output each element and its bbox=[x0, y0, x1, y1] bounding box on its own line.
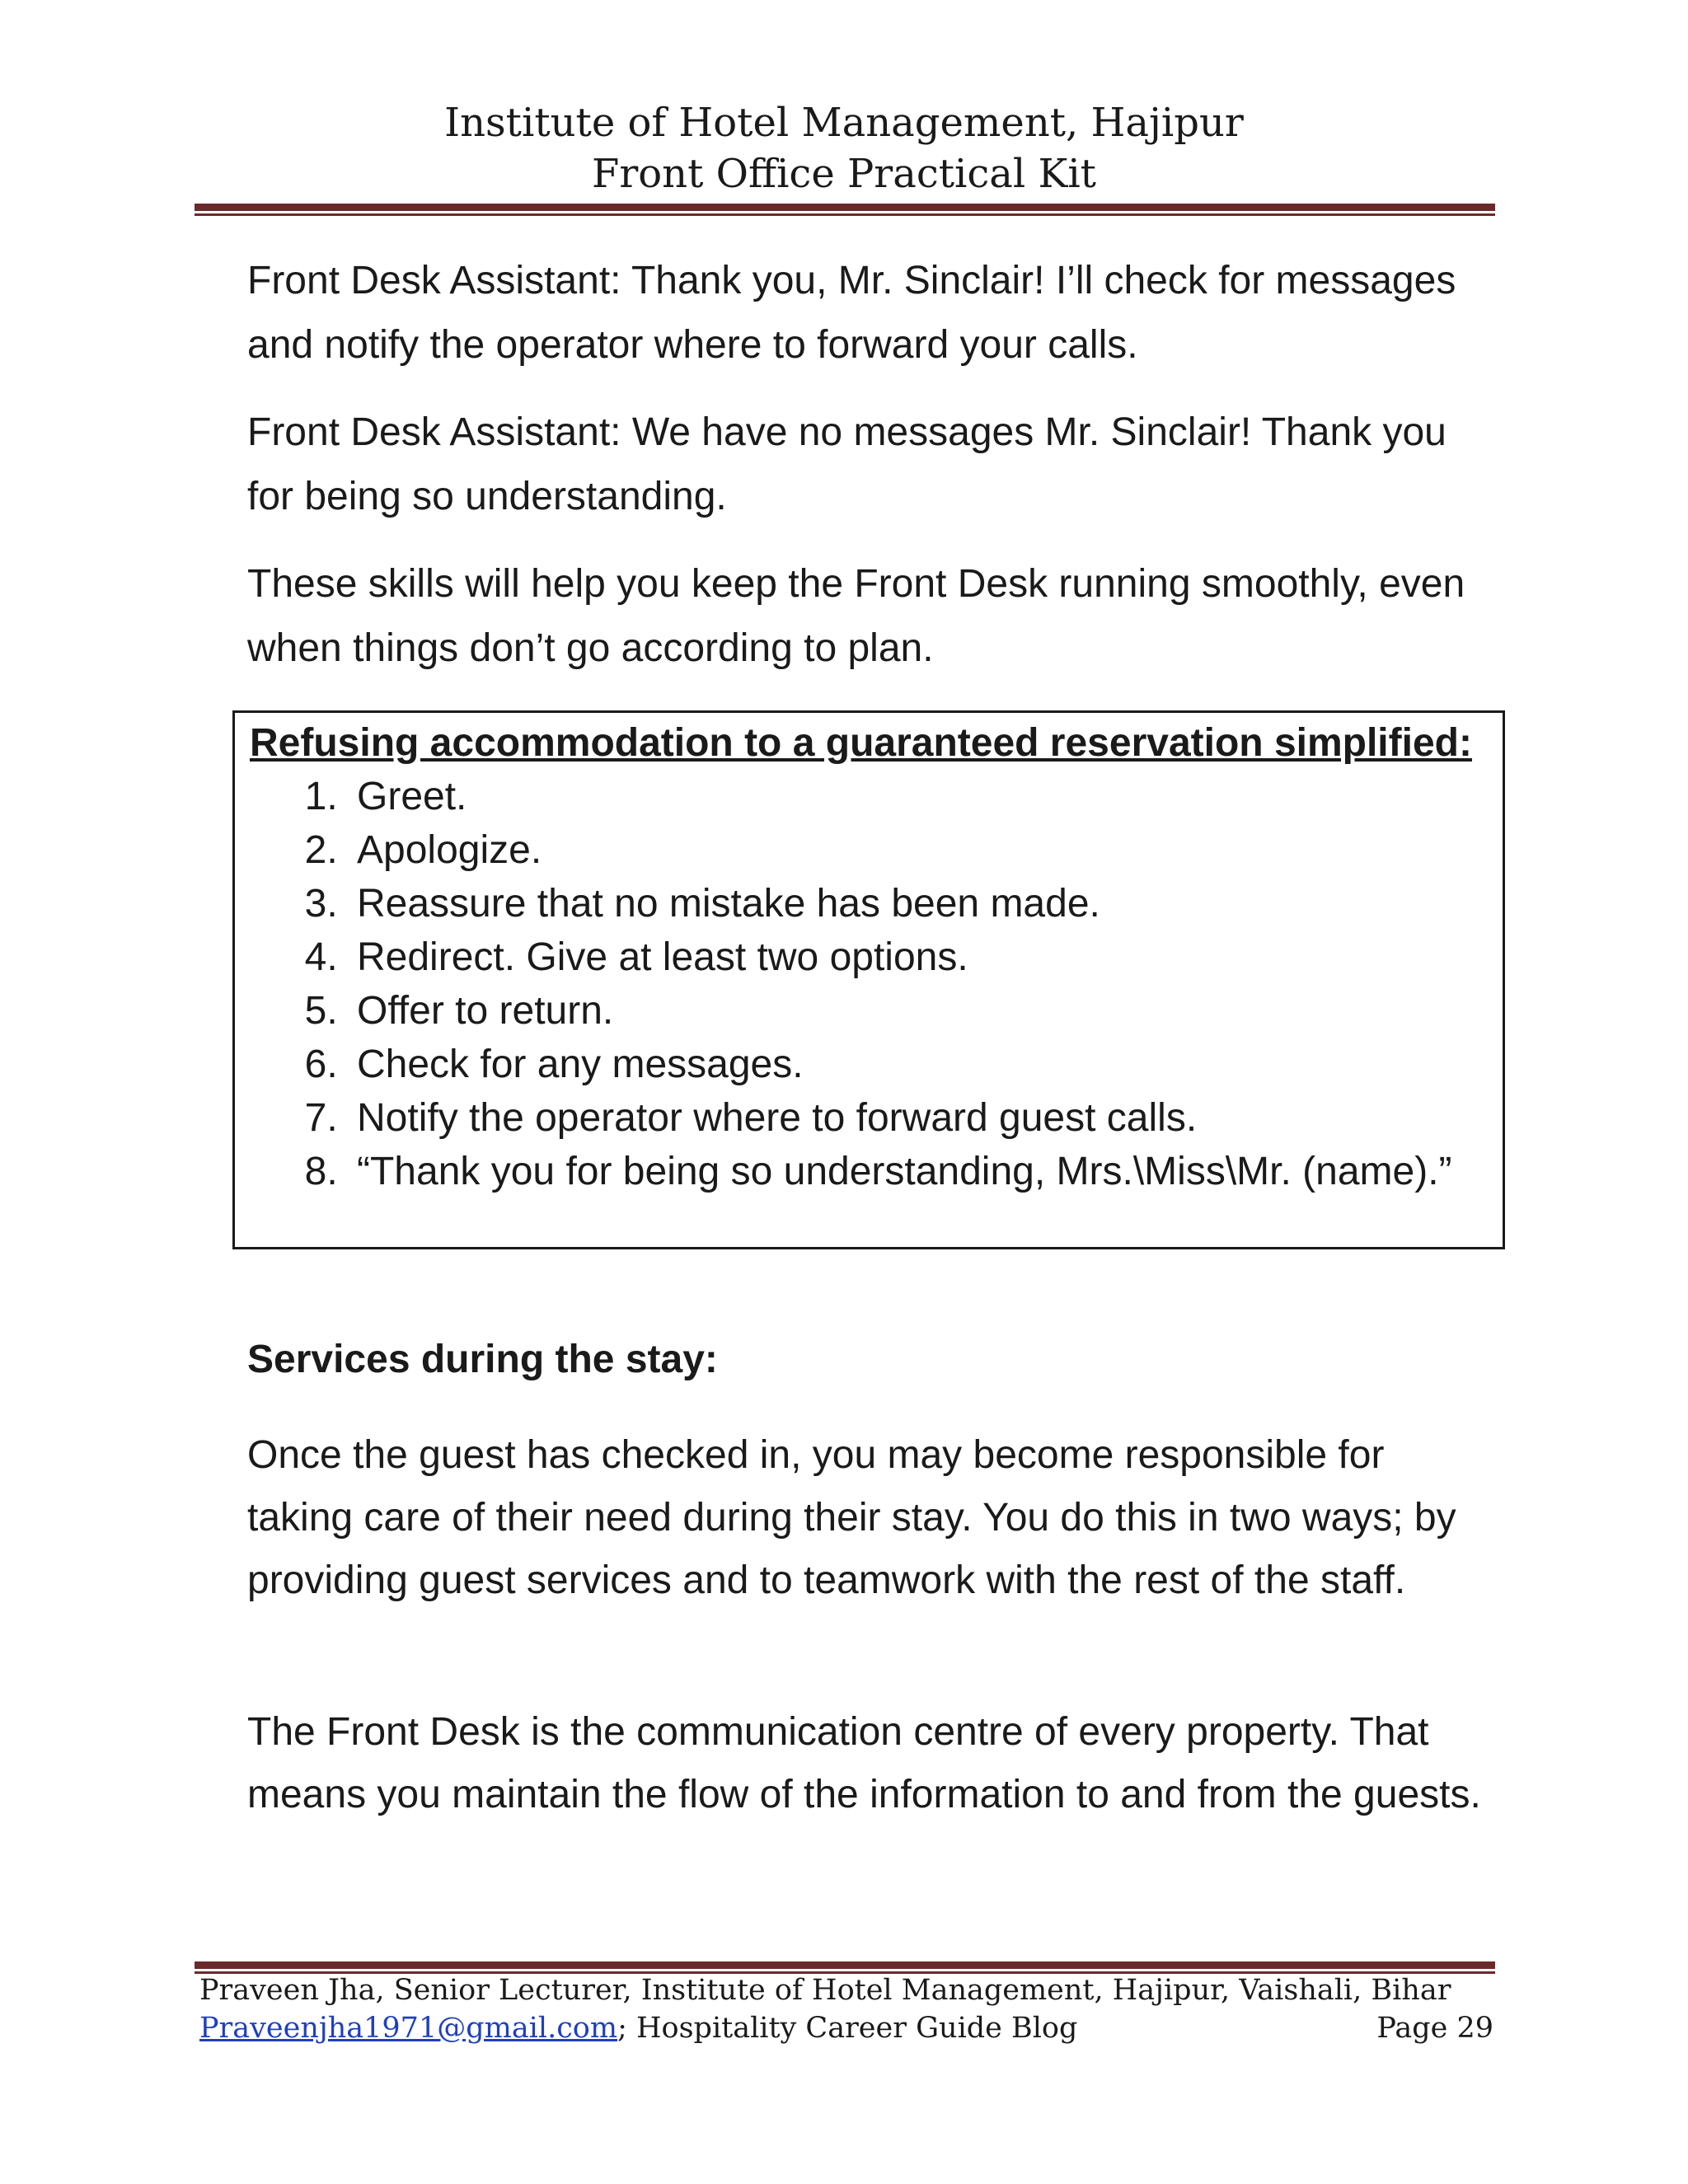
list-item: 4. Redirect. Give at least two options. bbox=[349, 930, 1503, 984]
header-kit-title: Front Office Practical Kit bbox=[592, 151, 1096, 197]
page-header bbox=[0, 97, 1688, 199]
page-number: Page 29 bbox=[1376, 2012, 1493, 2045]
steps-list bbox=[250, 770, 1503, 1198]
footer-author: Praveen Jha, Senior Lecturer, Institute of Hotel Management, Hajipur, Vaishali, Bihar bbox=[199, 1974, 1451, 2007]
page-footer bbox=[199, 1971, 1493, 2047]
footer-contact bbox=[199, 2009, 1077, 2047]
footer-blog: ; Hospitality Career Guide Blog bbox=[617, 2012, 1078, 2045]
paragraph-skills: These skills will help you keep the Front Desk running smoothly, even when things don’t go according to plan. bbox=[247, 562, 1465, 670]
list-item: 7. Notify the operator where to forward guest calls. bbox=[349, 1091, 1503, 1145]
list-item: 8. “Thank you for being so understanding, Mrs.\Miss\Mr. (name).” bbox=[349, 1145, 1503, 1198]
paragraph-assistant-2: Front Desk Assistant: We have no messages Mr. Sinclair! Thank you for being so understanding. bbox=[247, 410, 1447, 518]
header-rule bbox=[195, 204, 1495, 216]
list-item: 1. Greet. bbox=[349, 770, 1503, 823]
list-item: 3. Reassure that no mistake has been made. bbox=[349, 877, 1503, 930]
section-title: Services during the stay: bbox=[247, 1338, 718, 1381]
list-item: 2. Apologize. bbox=[349, 823, 1503, 877]
email-link[interactable]: Praveenjha1971@gmail.com bbox=[199, 2012, 618, 2045]
header-institute: Institute of Hotel Management, Hajipur bbox=[444, 100, 1244, 146]
list-item: 5. Offer to return. bbox=[349, 984, 1503, 1038]
paragraph-services: Once the guest has checked in, you may become responsible for taking care of their need during their stay. You do this in two ways; by providing guest services and to teamwork with the rest of the staff. bbox=[247, 1433, 1456, 1602]
list-item: 6. Check for any messages. bbox=[349, 1038, 1503, 1091]
summary-box bbox=[232, 710, 1505, 1249]
paragraph-communication: The Front Desk is the communication centre of every property. That means you maintain the flow of the information to and from the guests. bbox=[247, 1710, 1481, 1816]
summary-box-title: Refusing accommodation to a guaranteed reservation simplified: bbox=[250, 721, 1472, 765]
paragraph-assistant-1: Front Desk Assistant: Thank you, Mr. Sinclair! I’ll check for messages and notify the operator where to forward your calls. bbox=[247, 259, 1456, 367]
